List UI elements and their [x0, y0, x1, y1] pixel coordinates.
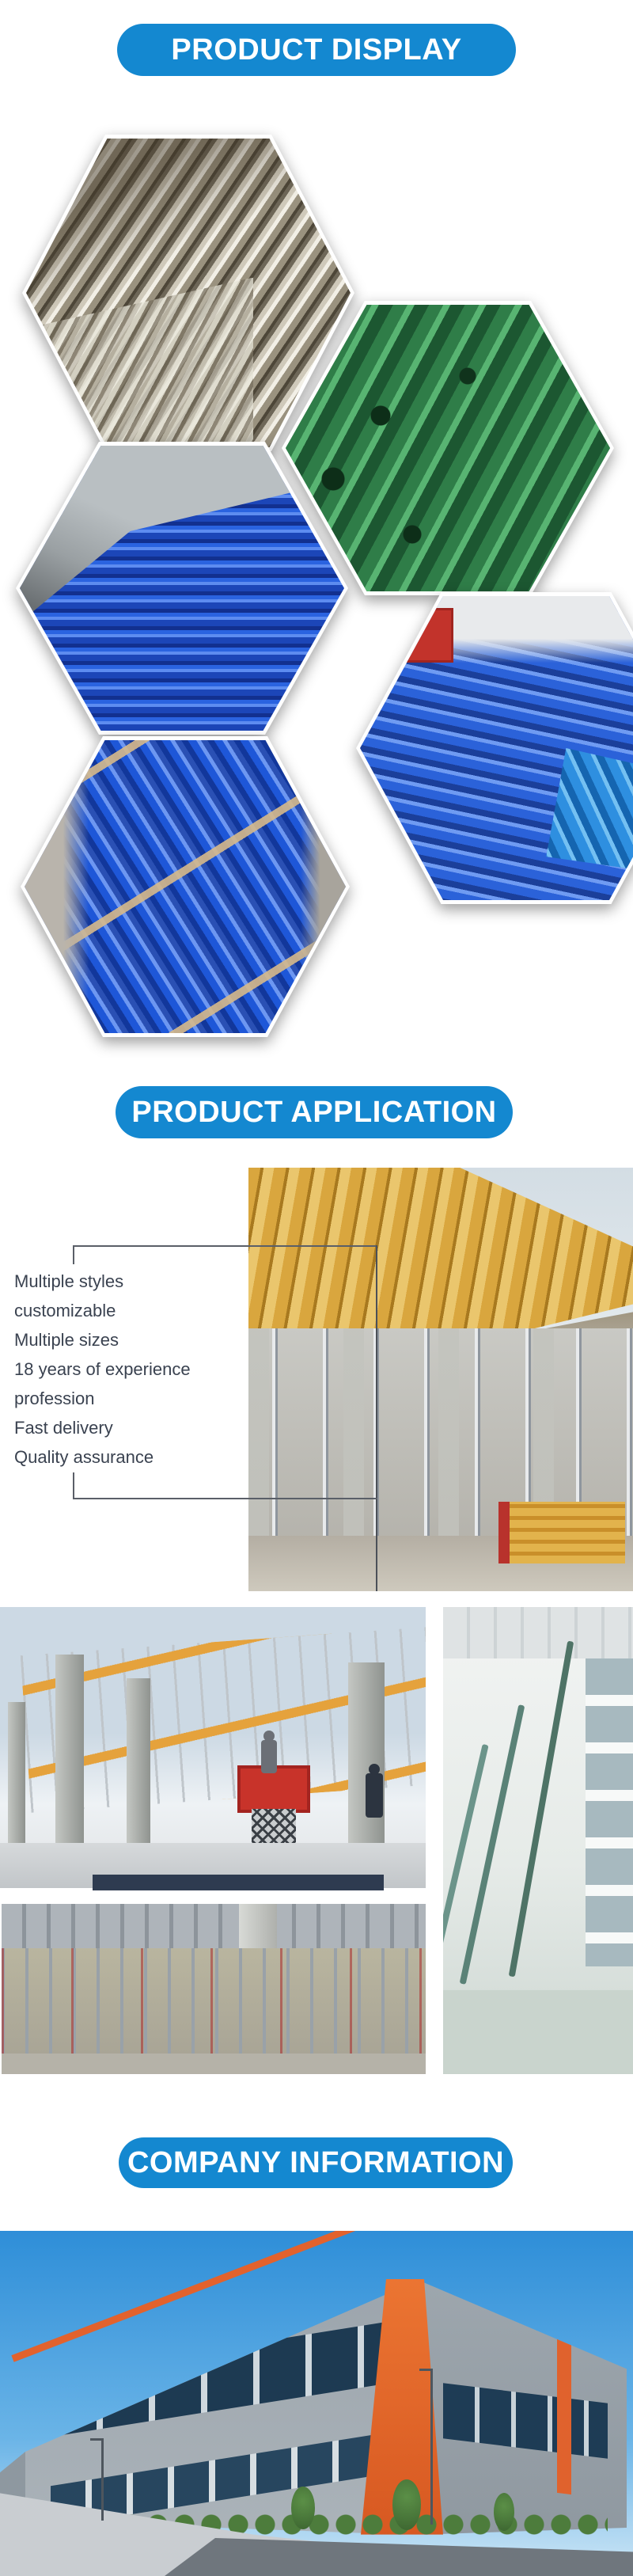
feature-item: Multiple styles — [14, 1271, 124, 1291]
concrete-column — [55, 1655, 84, 1852]
company-factory-photo — [0, 2231, 633, 2576]
hexagon-photo-blue-rows — [21, 736, 350, 1037]
tree — [291, 2487, 315, 2529]
concrete-column — [348, 1662, 385, 1860]
steel-prop — [443, 1744, 489, 1977]
hexagon-photo-warehouse — [356, 592, 633, 904]
tree — [392, 2479, 421, 2530]
concrete-column — [8, 1702, 25, 1852]
worker-on-lift — [261, 1740, 277, 1773]
hexagon-photo-blue-bundles — [16, 442, 348, 735]
window-column — [586, 1658, 633, 1966]
section-title: COMPANY INFORMATION — [127, 2145, 505, 2179]
stacked-timber-beams — [498, 1502, 625, 1563]
concrete-ceiling — [443, 1607, 633, 1658]
section-title: PRODUCT APPLICATION — [131, 1095, 497, 1129]
section-banner-company-information — [119, 2137, 513, 2188]
feature-item: Quality assurance — [14, 1447, 154, 1467]
gallery-photo-interior-props — [2, 1904, 426, 2074]
floor — [2, 2054, 426, 2074]
worker-standing — [366, 1773, 383, 1818]
bracket-top-stub — [73, 1245, 74, 1264]
section-title: PRODUCT DISPLAY — [171, 32, 462, 66]
street-lamp — [430, 2369, 433, 2524]
hexagon-border — [16, 442, 348, 735]
gallery-photo-yellow-formwork — [0, 1607, 426, 1888]
window-band-right — [443, 2383, 608, 2458]
hexagon-border — [21, 736, 350, 1037]
window-band-upper — [51, 2321, 392, 2437]
feature-item: Fast delivery — [14, 1418, 113, 1438]
bracket-vertical-line — [376, 1245, 377, 1591]
warehouse-floor-detail — [20, 446, 344, 731]
concrete-floor — [443, 1990, 633, 2074]
bracket-bottom-stub — [73, 1472, 74, 1499]
warehouse-blue-props-image — [360, 596, 633, 900]
photo-bottom-dark-strip — [93, 1875, 384, 1890]
wall-edge-detail — [25, 740, 346, 1033]
concrete-column — [127, 1678, 150, 1852]
pipe-coupler-detail — [26, 278, 253, 448]
feature-item: profession — [14, 1389, 95, 1408]
blue-prop-bundles-image — [20, 446, 344, 731]
hexagon-border — [356, 592, 633, 904]
feature-item: 18 years of experience — [14, 1359, 191, 1379]
street-lamp — [101, 2438, 104, 2521]
red-machine-detail — [380, 608, 453, 663]
orange-accent-right — [557, 2334, 571, 2494]
blue-base-plates-detail — [546, 748, 633, 876]
bracket-bottom-line — [73, 1498, 377, 1499]
bracket-top-line — [73, 1245, 377, 1247]
feature-item: Multiple sizes — [14, 1330, 119, 1350]
application-site-photo — [248, 1168, 633, 1591]
gallery-photo-props-on-wall — [443, 1607, 633, 2074]
section-banner-product-application — [116, 1086, 513, 1138]
feature-item: customizable — [14, 1301, 116, 1320]
feature-list — [14, 1267, 236, 1472]
steel-prop — [509, 1641, 574, 1978]
formwork-deck-ceiling — [2, 1904, 426, 1953]
blue-prop-rows-image — [25, 740, 346, 1033]
rows-of-props — [2, 1948, 426, 2054]
section-banner-product-display — [117, 24, 516, 76]
